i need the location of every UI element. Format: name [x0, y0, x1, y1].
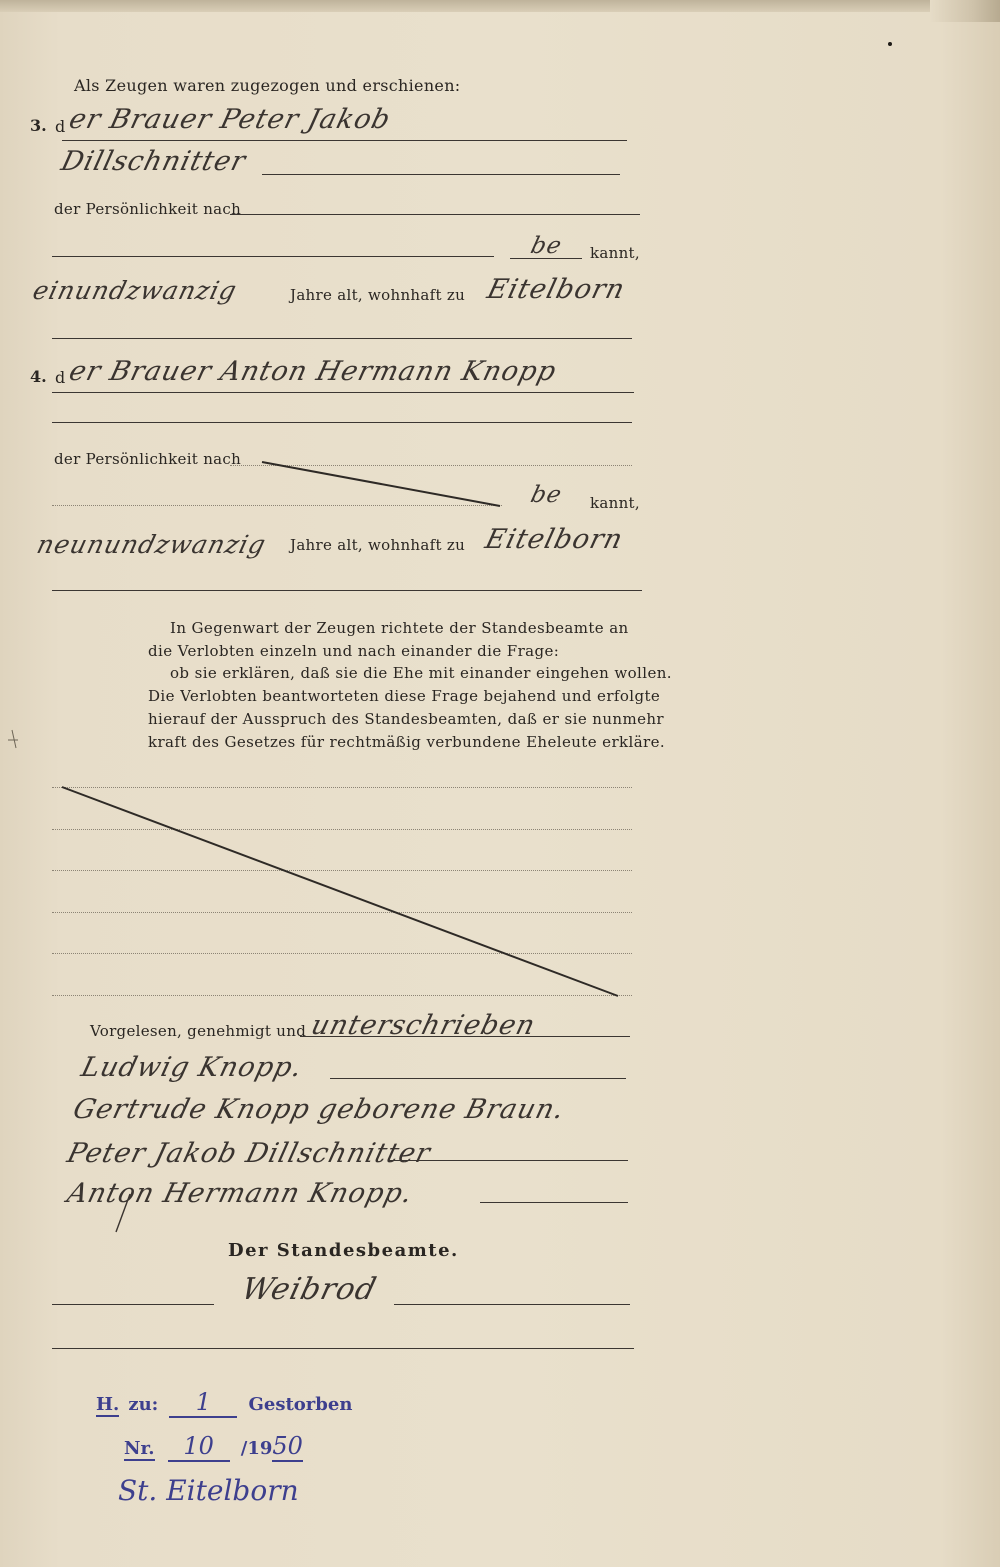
stamp-category: Gestorben — [248, 1394, 353, 1415]
witness-4-residence: Eitelborn — [482, 524, 627, 555]
signature-2: Gertrude Knopp geborene Braun. — [70, 1094, 568, 1125]
remarks-strike-line — [62, 787, 618, 996]
margin-mark — [8, 730, 18, 748]
signature-1: Ludwig Knopp. — [78, 1052, 306, 1083]
witness-4-personality-label: der Persönlichkeit nach — [54, 450, 242, 468]
signature-stroke — [116, 1194, 130, 1232]
witness-3-name-line1: er Brauer Peter Jakob — [66, 104, 394, 135]
declaration-line-6: kraft des Gesetzes für rechtmäßig verbundene Eheleute erkläre. — [148, 732, 666, 751]
witness-3-age-residence-label: Jahre alt, wohnhaft zu — [290, 286, 466, 304]
witness-4-name-line1: er Brauer Anton Hermann Knopp — [66, 356, 560, 387]
witness-4-known-handwritten: be — [528, 482, 565, 508]
witness-3-number: 3. — [30, 116, 47, 135]
stamp-year-suffix: 50 — [272, 1432, 303, 1460]
witness-3-personality-label: der Persönlichkeit nach — [54, 200, 242, 218]
official-heading: Der Standesbeamte. — [228, 1240, 459, 1261]
witness-3-known-suffix: kannt, — [590, 244, 640, 262]
declaration-line-2: die Verlobten einzeln und nach einander die Frage: — [148, 641, 560, 660]
witness-3-prefix: d — [55, 117, 66, 136]
witness-4-strike-line — [262, 462, 500, 506]
witness-4-prefix: d — [55, 368, 66, 387]
witness-3-name-line2: Dillschnitter — [58, 146, 250, 177]
stamp-nr-value: 10 — [168, 1432, 230, 1462]
stamp-zu-value: 1 — [169, 1388, 237, 1418]
declaration-line-1: In Gegenwart der Zeugen richtete der Standesbeamte an — [170, 619, 629, 637]
stamp-office: St. Eitelborn — [118, 1474, 299, 1507]
stamp-h-label: H. — [96, 1394, 120, 1415]
witness-3-age: einundzwanzig — [30, 276, 241, 305]
witness-4-number: 4. — [30, 367, 47, 386]
witness-4-known-suffix: kannt, — [590, 494, 640, 512]
signature-3: Peter Jakob Dillschnitter — [64, 1138, 434, 1169]
read-label: Vorgelesen, genehmigt und — [90, 1022, 307, 1040]
ink-spot — [888, 42, 892, 46]
witness-heading: Als Zeugen waren zugezogen und erschienen: — [74, 76, 461, 95]
read-handwritten: unterschrieben — [308, 1010, 539, 1041]
witness-3-known-handwritten: be — [528, 233, 565, 259]
declaration-line-4: Die Verlobten beantworteten diese Frage bejahend und erfolgte — [148, 687, 661, 706]
stamp-year-prefix: /19 — [240, 1438, 273, 1459]
declaration-line-5: hierauf der Ausspruch des Standesbeamten, daß er sie nunmehr — [148, 709, 664, 728]
witness-3-residence: Eitelborn — [484, 274, 629, 305]
signature-4: Anton Hermann Knopp. — [64, 1178, 417, 1209]
stamp-nr-label: Nr. — [124, 1438, 155, 1459]
witness-4-age: neunundzwanzig — [34, 530, 270, 559]
declaration-line-3: ob sie erklären, daß sie die Ehe mit einander eingehen wollen. — [170, 664, 672, 683]
stamp-zu-label: zu: — [128, 1394, 159, 1415]
witness-4-age-residence-label: Jahre alt, wohnhaft zu — [290, 536, 466, 554]
official-signature: Weibrod — [238, 1272, 381, 1307]
